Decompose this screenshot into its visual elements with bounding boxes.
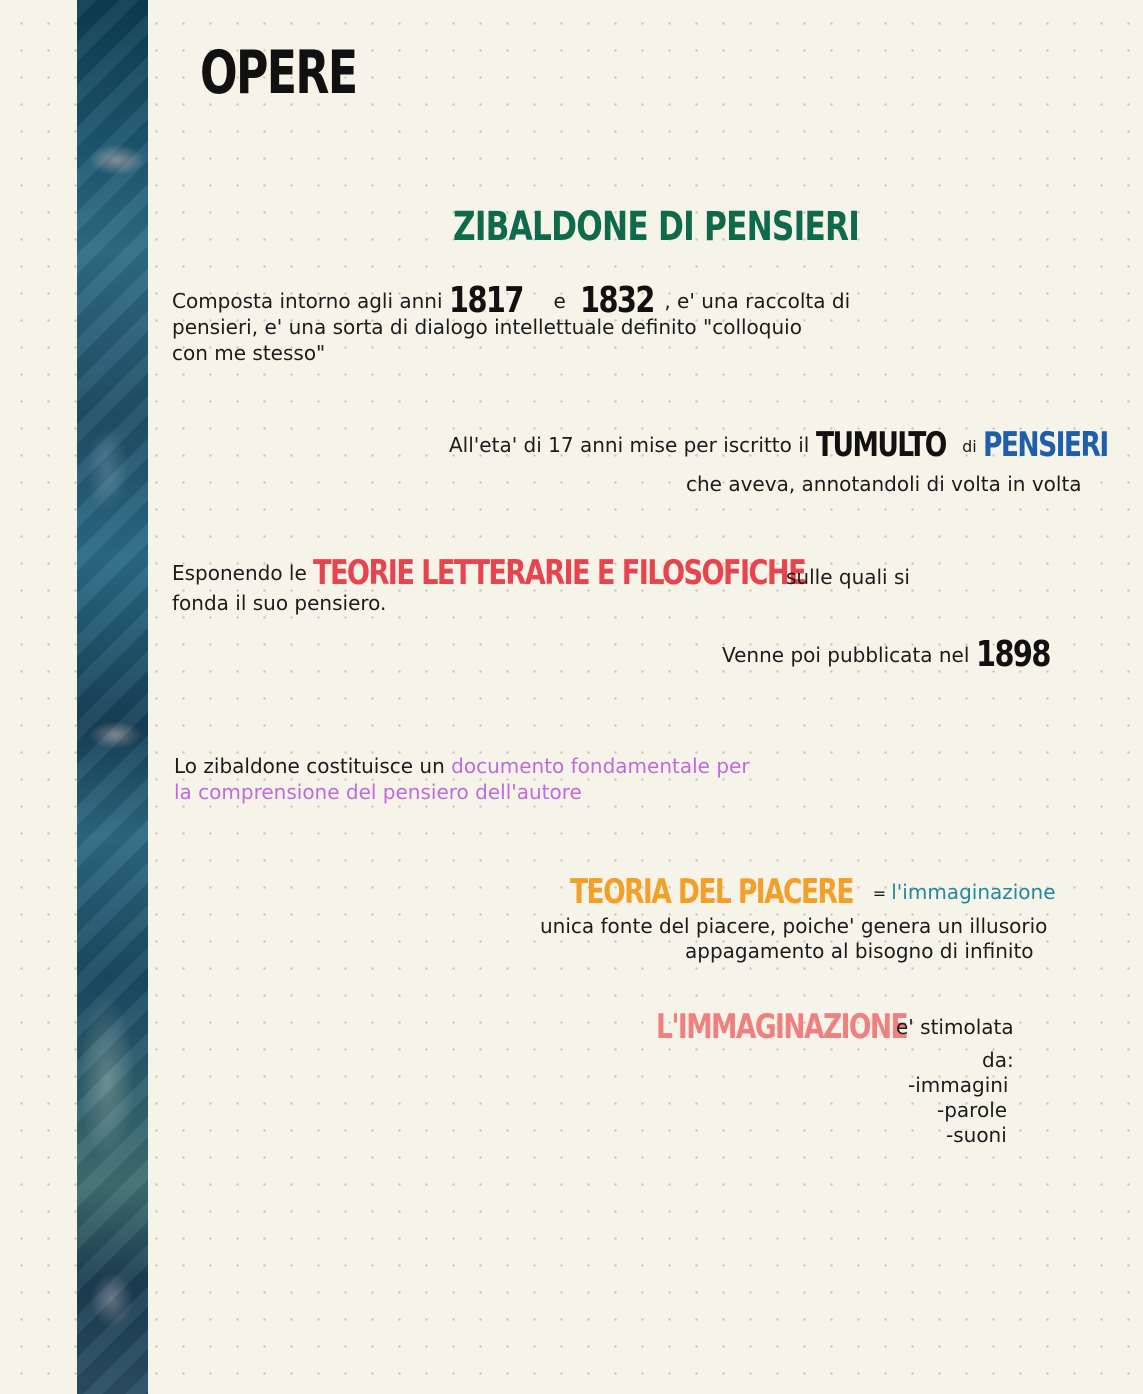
paragraph-line: fonda il suo pensiero. [172, 591, 387, 615]
equals-sign: = [872, 884, 887, 903]
text-span: sulle quali si [786, 565, 910, 589]
text-span: All'eta' di 17 anni mise per iscritto il [449, 433, 810, 457]
year-end: 1832 [580, 280, 654, 321]
paragraph-piacere [570, 872, 1056, 912]
paragraph-line: unica fonte del piacere, poiche' genera un illusorio [540, 914, 1048, 938]
paragraph-composition [172, 280, 851, 366]
text-span: , e' una raccolta di [664, 289, 851, 313]
decorative-ocean-image-strip [77, 0, 148, 1394]
paragraph-line: con me stesso" [172, 341, 326, 365]
text-span: Venne poi pubblicata nel [722, 643, 970, 667]
keyword-pensieri: PENSIERI [983, 425, 1108, 465]
year-start: 1817 [448, 280, 523, 321]
section-heading: ZIBALDONE DI PENSIERI [453, 204, 860, 250]
list-item: -parole [937, 1098, 1008, 1122]
paragraph-tumulto [449, 425, 1143, 465]
paragraph-publication [722, 634, 1068, 675]
text-span: Composta intorno agli anni [172, 289, 443, 313]
paragraph-line: da: [982, 1048, 1014, 1072]
keyword-teorie: TEORIE LETTERARIE E FILOSOFICHE [313, 553, 806, 593]
conjunction: e [553, 289, 566, 313]
text-span: e' stimolata [896, 1015, 1014, 1039]
paragraph-line [449, 425, 1143, 465]
list-item: -suoni [946, 1123, 1007, 1147]
page-title: OPERE [200, 38, 357, 108]
paragraph-line: che aveva, annotandoli di volta in volta [686, 472, 1082, 496]
highlight-text: documento fondamentale per [451, 754, 750, 778]
keyword-tumulto: TUMULTO [815, 425, 946, 465]
keyword-l-immaginazione: L'IMMAGINAZIONE [656, 1007, 908, 1047]
text-span: Esponendo le [172, 561, 307, 585]
text-span: Lo zibaldone costituisce un [174, 754, 445, 778]
paragraph-line [174, 753, 750, 779]
list-item: -immagini [908, 1073, 1009, 1097]
highlight-text: la comprensione del pensiero dell'autore [174, 780, 582, 804]
paragraph-line [172, 280, 851, 321]
keyword-immaginazione: l'immaginazione [891, 880, 1056, 904]
text-span: di [962, 437, 977, 456]
keyword-teoria-piacere: TEORIA DEL PIACERE [570, 872, 853, 912]
paragraph-line: appagamento al bisogno di infinito [685, 939, 1034, 963]
publication-year: 1898 [975, 634, 1050, 675]
paragraph-line: pensieri, e' una sorta di dialogo intellettuale definito "colloquio [172, 315, 802, 339]
paragraph-document [174, 753, 750, 805]
